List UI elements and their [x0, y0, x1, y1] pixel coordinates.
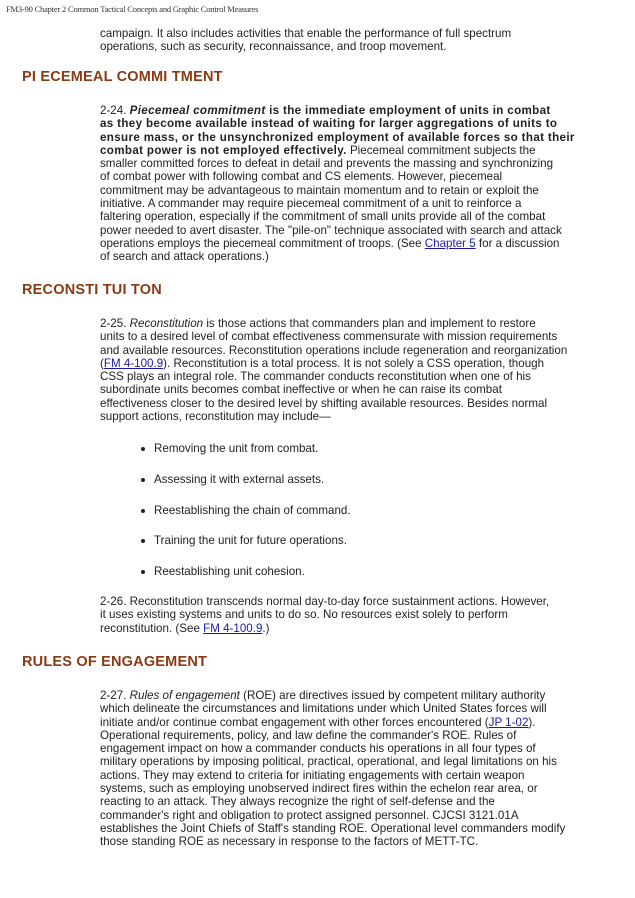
text-run: 2-24. — [100, 104, 130, 117]
text-run: operations, such as security, reconnaissance, and troop movement. — [100, 40, 447, 54]
bullet-item — [141, 534, 347, 547]
text-line — [100, 117, 575, 130]
text-run: .) — [262, 621, 270, 635]
defined-term: Reconstitution — [129, 317, 204, 330]
text-line — [100, 622, 549, 635]
text-line — [100, 370, 567, 383]
text-run: of search and attack operations.) — [100, 250, 269, 264]
text-line — [100, 608, 549, 621]
text-line — [100, 157, 575, 170]
heading-piecemeal-commitment: PI ECEMEAL COMMI TMENT — [22, 69, 223, 85]
bullet-item — [141, 442, 318, 455]
bullet-item — [141, 565, 305, 578]
text-run: military operations by imposing political, practical, operational, and legal limitations on his — [100, 755, 557, 769]
text-line — [100, 716, 565, 729]
cross-reference-link[interactable]: Chapter 5 — [424, 236, 476, 250]
bullet-item — [141, 504, 351, 517]
defined-term: Rules of engagement — [129, 689, 240, 702]
text-run: it uses existing systems and units to do so. No resources exist solely to perform — [100, 608, 508, 622]
text-line — [100, 184, 575, 197]
cross-reference-link[interactable]: FM 4-100.9 — [103, 356, 164, 370]
text-line — [100, 410, 567, 423]
bullet-text: Removing the unit from combat. — [154, 442, 319, 455]
defined-term: Piecemeal commitment — [129, 104, 266, 117]
text-run: support actions, reconstitution may include— — [100, 410, 331, 424]
intro-paragraph — [100, 27, 511, 54]
text-run: commitment may be advantageous to maintain momentum and to retain or exploit the — [100, 183, 539, 197]
text-line — [100, 104, 575, 117]
text-line — [100, 27, 511, 40]
cross-reference-link[interactable]: FM 4-100.9 — [203, 621, 263, 635]
text-run: 2-27. — [100, 689, 130, 702]
text-run: initiative. A commander may require piecemeal commitment of a unit to reinforce a — [100, 197, 522, 211]
text-run: as they become available instead of waiting for larger aggregations of units to — [100, 117, 558, 131]
text-line — [100, 729, 565, 742]
text-line — [100, 317, 567, 330]
text-line — [100, 755, 565, 768]
text-line — [100, 702, 565, 715]
text-line — [100, 357, 567, 370]
text-run: reacting to an attack. They always recognize the right of self-defense and the — [100, 795, 495, 809]
text-run: is those actions that commanders plan and implement to restore — [203, 317, 536, 330]
bullet-item — [141, 473, 324, 486]
text-run: 2-25. — [100, 317, 130, 330]
heading-reconstitution: RECONSTI TUI TON — [22, 282, 162, 298]
text-line — [100, 237, 575, 250]
text-line — [100, 397, 567, 410]
text-run: power needed to avert disaster. The "pile-on" technique associated with search and attack — [100, 223, 562, 237]
paragraph-2-27 — [100, 689, 565, 849]
text-line — [100, 344, 567, 357]
running-header: FM3-90 Chapter 2 Common Tactical Concepts and Graphic Control Measures — [6, 4, 259, 14]
text-line — [100, 822, 565, 835]
text-run: (ROE) are directives issued by competent military authority — [239, 689, 546, 702]
text-line — [100, 835, 565, 848]
text-run: engagement impact on how a commander conducts his operations in all four types of — [100, 742, 536, 756]
text-run: is the immediate employment of units in combat — [265, 104, 551, 117]
text-line — [100, 250, 575, 263]
heading-rules-of-engagement: RULES OF ENGAGEMENT — [22, 654, 208, 670]
text-line — [100, 197, 575, 210]
text-line — [100, 383, 567, 396]
text-run: which delineate the circumstances and limitations under which United States forces will — [100, 702, 547, 716]
cross-reference-link[interactable]: JP 1-02 — [488, 715, 529, 729]
bullet-icon — [141, 447, 145, 451]
text-run: initiate and/or continue combat engagement with other forces encountered ( — [100, 715, 489, 729]
text-run: ensure mass, or the unsynchronized employment of available forces so that their — [100, 130, 575, 144]
text-run: systems, such as employing unobserved indirect fires within the echelon rear area, or — [100, 782, 538, 796]
bullet-icon — [141, 570, 145, 574]
text-run: actions. They may extend to criteria for initiating engagements with certain weapon — [100, 768, 525, 782]
text-run: ). Reconstitution is a total process. It is not solely a CSS operation, though — [163, 356, 545, 370]
text-line — [100, 809, 565, 822]
text-line — [100, 742, 565, 755]
text-run: ( — [100, 356, 104, 370]
text-line — [100, 224, 575, 237]
text-line — [100, 131, 575, 144]
text-line — [100, 595, 549, 608]
text-run: subordinate units becomes combat ineffective or when he can raise its combat — [100, 383, 502, 397]
text-line — [100, 795, 565, 808]
text-run: for a discussion — [475, 236, 560, 250]
text-run: smaller committed forces to defeat in detail and prevents the massing and synchronizing — [100, 157, 554, 171]
text-run: CSS plays an integral role. The commander conducts reconstitution when one of his — [100, 370, 531, 384]
text-line — [100, 210, 575, 223]
bullet-icon — [141, 478, 145, 482]
text-run: commander's right and obligation to protect assigned personnel. CJCSI 3121.01A — [100, 808, 519, 822]
text-run: of combat power with following combat and CS elements. However, piecemeal — [100, 170, 503, 184]
bullet-icon — [141, 509, 145, 513]
text-run: establishes the Joint Chiefs of Staff's standing ROE. Operational level commanders modify — [100, 821, 566, 835]
text-line — [100, 170, 575, 183]
text-line — [100, 782, 565, 795]
text-run: those standing ROE as necessary in response to the factors of METT-TC. — [100, 835, 479, 849]
text-run: faltering operation, especially if the commitment of small units provide all of the combat — [100, 210, 546, 224]
text-run: Piecemeal commitment subjects the — [346, 143, 536, 157]
bullet-text: Reestablishing the chain of command. — [154, 504, 351, 517]
bullet-text: Reestablishing unit cohesion. — [154, 565, 305, 578]
text-run: effectiveness closer to the desired level by shifting available resources. Besides normal — [100, 396, 548, 410]
paragraph-2-26 — [100, 595, 549, 635]
text-run: operations employs the piecemeal commitment of troops. (See — [100, 236, 425, 250]
bullet-text: Training the unit for future operations. — [154, 534, 347, 547]
bullet-icon — [141, 539, 145, 543]
text-line — [100, 144, 575, 157]
text-run: and available resources. Reconstitution operations include regeneration and reorganization — [100, 343, 568, 357]
paragraph-2-24 — [100, 104, 575, 264]
text-line — [100, 330, 567, 343]
bullet-text: Assessing it with external assets. — [154, 473, 325, 486]
text-run: campaign. It also includes activities that enable the performance of full spectrum — [100, 27, 512, 40]
text-line — [100, 769, 565, 782]
text-run: ). — [528, 715, 536, 729]
text-line — [100, 689, 565, 702]
text-run: combat power is not employed effectively. — [100, 143, 347, 157]
paragraph-2-25 — [100, 317, 567, 423]
text-run: 2-26. Reconstitution transcends normal day-to-day force sustainment actions. However, — [100, 595, 550, 608]
text-run: Operational requirements, policy, and law define the commander's ROE. Rules of — [100, 728, 517, 742]
text-run: reconstitution. (See — [100, 621, 204, 635]
text-line — [100, 40, 511, 53]
text-run: units to a desired level of combat effectiveness commensurate with mission requirements — [100, 330, 558, 344]
